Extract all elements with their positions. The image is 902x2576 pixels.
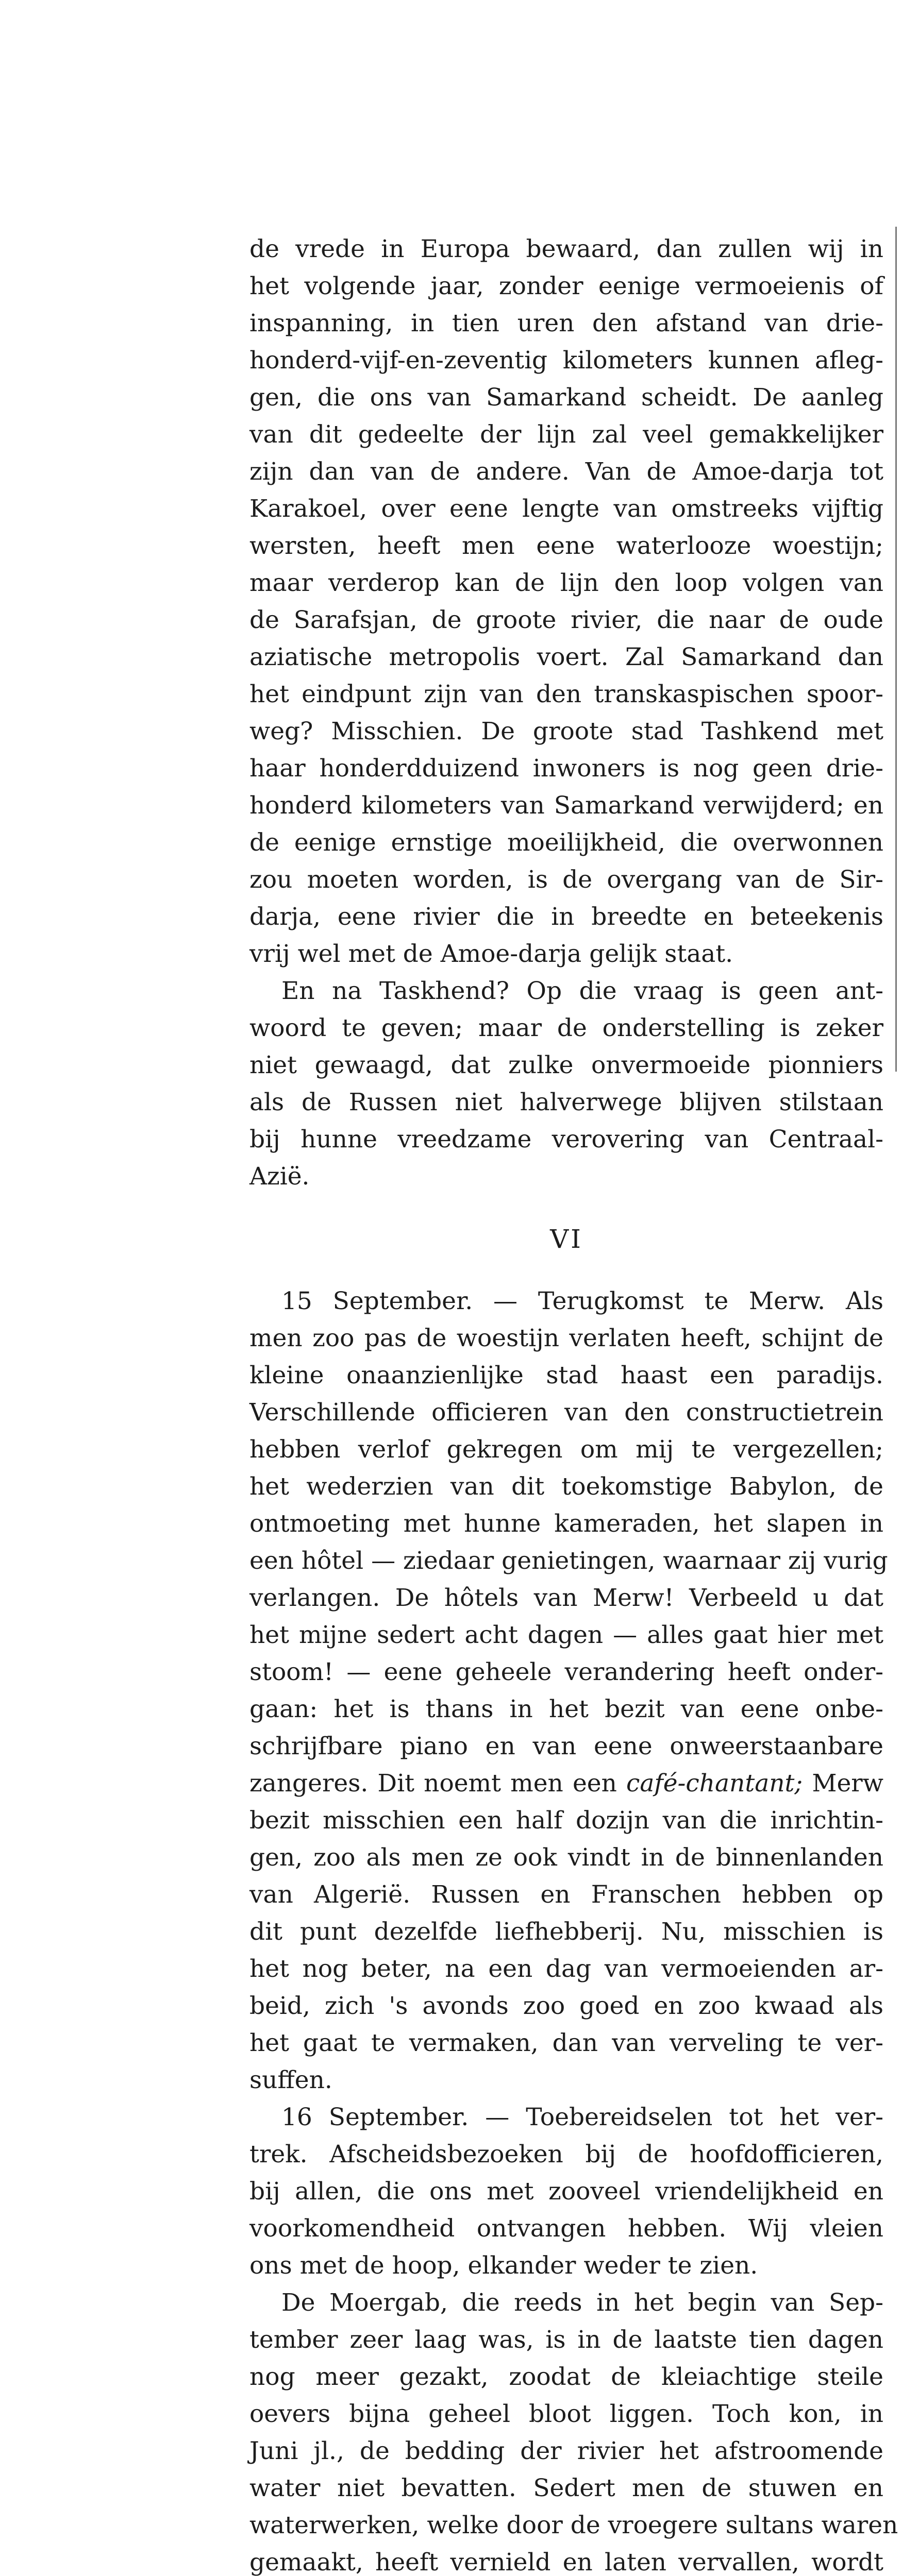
text-line: vrij wel met de Amoe-darja gelijk staat.	[249, 940, 733, 968]
text-line: tember zeer laag was, is in de laatste tien dagen	[249, 2326, 883, 2354]
text-line: het nog beter, na een dag van vermoeienden ar-	[249, 1955, 883, 1983]
text-line: de eenige ernstige moeilijkheid, die overwonnen	[249, 828, 883, 857]
text-line: zijn dan van de andere. Van de Amoe-darja tot	[249, 457, 883, 486]
line-text: zangeres. Dit noemt men een	[249, 1769, 617, 1798]
text-line: voorkomendheid ontvangen hebben. Wij vleien	[249, 2214, 883, 2243]
text-line: honderd-vijf-en-zeventig kilometers kunnen afleg-	[249, 346, 883, 375]
text-line: gen, die ons van Samarkand scheidt. De aanleg	[249, 383, 883, 412]
text-line: oevers bijna geheel bloot liggen. Toch kon, in	[249, 2400, 883, 2428]
text-line: zou moeten worden, is de overgang van de Sir-	[249, 866, 883, 894]
text-line: als de Russen niet halverwege blijven stilstaan	[249, 1088, 883, 1116]
text-line: gaan: het is thans in het bezit van eene onbe-	[249, 1695, 883, 1723]
text-line: het mijne sedert acht dagen — alles gaat hier met	[249, 1621, 883, 1649]
text-line: gen, zoo als men ze ook vindt in de binnenlanden	[249, 1843, 883, 1872]
text-line: stoom! — eene geheele verandering heeft onder-	[249, 1658, 883, 1686]
text-line: Azië.	[249, 1162, 310, 1191]
text-line: water niet bevatten. Sedert men de stuwen en	[249, 2474, 883, 2502]
text-line: weg? Misschien. De groote stad Tashkend met	[249, 717, 883, 745]
text-line: van Algerië. Russen en Franschen hebben op	[249, 1880, 883, 1909]
italic-term: café-chantant;	[626, 1769, 803, 1798]
text-line: ons met de hoop, elkander weder te zien.	[249, 2251, 758, 2280]
text-line: aziatische metropolis voert. Zal Samarkand dan	[249, 643, 883, 671]
text-line: hebben verlof gekregen om mij te vergezellen;	[249, 1435, 883, 1464]
text-line: de Sarafsjan, de groote rivier, die naar de oude	[249, 606, 883, 634]
text-line: 15 September. — Terugkomst te Merw. Als	[281, 1287, 883, 1315]
text-line: gemaakt, heeft vernield en laten vervallen, wordt	[249, 2548, 883, 2576]
line-text-after: Merw	[803, 1769, 883, 1798]
text-line: beid, zich 's avonds zoo goed en zoo kwaad als	[249, 1992, 883, 2020]
text-line: schrijfbare piano en van eene onweerstaanbare	[249, 1732, 883, 1760]
text-line: darja, eene rivier die in breedte en beteekenis	[249, 903, 883, 931]
text-line: inspanning, in tien uren den afstand van drie-	[249, 309, 883, 337]
text-line: ontmoeting met hunne kameraden, het slapen in	[249, 1510, 883, 1538]
text-line: bij hunne vreedzame verovering van Centraal-	[249, 1125, 883, 1154]
text-line: van dit gedeelte der lijn zal veel gemakkelijker	[249, 420, 883, 449]
text-line: Karakoel, over eene lengte van omstreeks vijftig	[249, 495, 883, 523]
text-line: het wederzien van dit toekomstige Babylon, de	[249, 1472, 883, 1501]
text-line: het volgende jaar, zonder eenige vermoeienis of	[249, 272, 883, 300]
text-line: men zoo pas de woestijn verlaten heeft, schijnt de	[249, 1324, 883, 1352]
text-line: het eindpunt zijn van den transkaspischen spoor-	[249, 680, 883, 708]
text-line: Verschillende officieren van den constructietrein	[249, 1398, 883, 1427]
text-line	[249, 1765, 883, 1802]
text-line: woord te geven; maar de onderstelling is zeker	[249, 1014, 883, 1042]
text-line: bezit misschien een half dozijn van die inrichtin-	[249, 1806, 883, 1835]
text-line: De Moergab, die reeds in het begin van Sep-	[281, 2289, 883, 2317]
margin-rule	[895, 227, 897, 1072]
text-line: bij allen, die ons met zooveel vriendelijkheid en	[249, 2177, 883, 2206]
chapter-heading: VI	[550, 1224, 583, 1254]
text-line: de vrede in Europa bewaard, dan zullen wij in	[249, 235, 883, 263]
text-column	[249, 231, 898, 2576]
text-line: En na Taskhend? Op die vraag is geen ant-	[281, 977, 883, 1005]
text-line: suffen.	[249, 2066, 332, 2094]
text-line: Juni jl., de bedding der rivier het afstroomende	[249, 2437, 883, 2465]
text-line: nog meer gezakt, zoodat de kleiachtige steile	[249, 2363, 883, 2391]
text-line: dit punt dezelfde liefhebberij. Nu, misschien is	[249, 1918, 883, 1946]
text-line: honderd kilometers van Samarkand verwijderd; en	[249, 791, 883, 820]
text-line: een hôtel — ziedaar genietingen, waarnaar zij vurig	[249, 1547, 888, 1575]
text-line: wersten, heeft men eene waterlooze woestijn;	[249, 532, 883, 560]
text-line: haar honderdduizend inwoners is nog geen drie-	[249, 754, 883, 783]
text-line: kleine onaanzienlijke stad haast een paradijs.	[249, 1361, 883, 1389]
text-line: maar verderop kan de lijn den loop volgen van	[249, 569, 883, 597]
text-line: het gaat te vermaken, dan van verveling te ver-	[249, 2029, 883, 2057]
text-line: niet gewaagd, dat zulke onvermoeide pionniers	[249, 1051, 883, 1079]
text-line: waterwerken, welke door de vroegere sultans waren	[249, 2511, 898, 2539]
text-line: verlangen. De hôtels van Merw! Verbeeld u dat	[249, 1584, 883, 1612]
text-line: 16 September. — Toebereidselen tot het ver-	[281, 2103, 883, 2131]
text-line: trek. Afscheidsbezoeken bij de hoofdofficieren,	[249, 2140, 883, 2168]
